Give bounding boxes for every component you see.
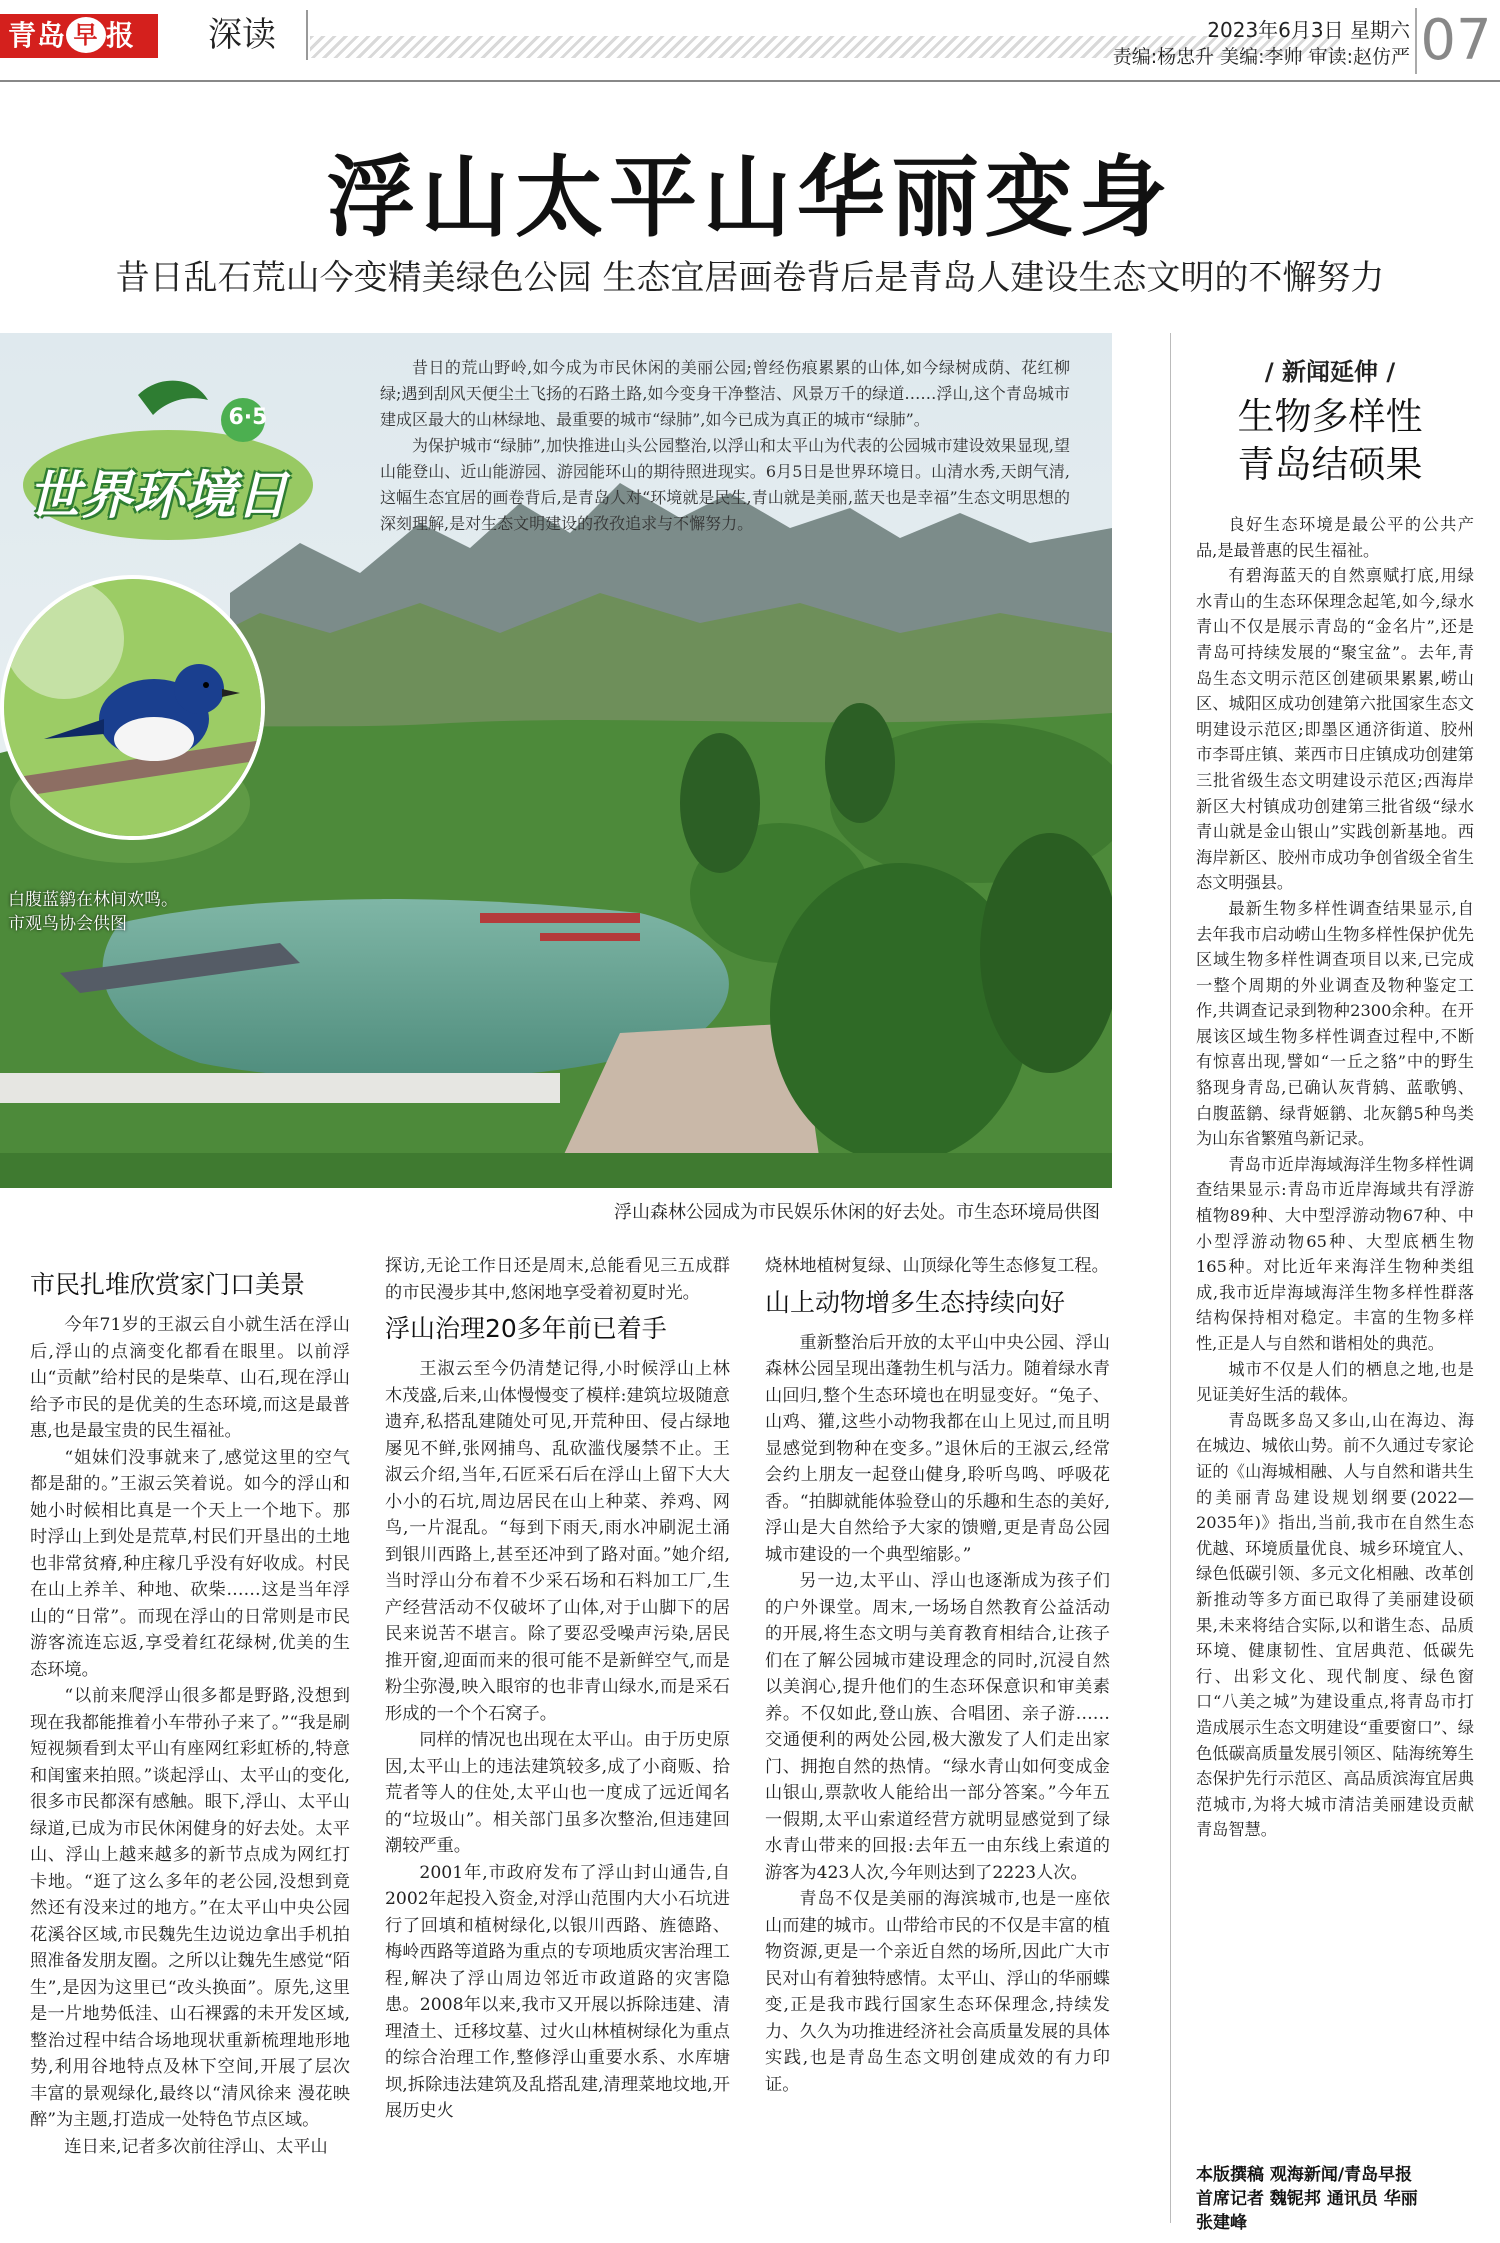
body-paragraph: “以前来爬浮山很多都是野路,没想到现在我都能推着小车带孙子来了。”“我是刷短视频看到太平山有座网红彩虹桥的,特意和闺蜜来拍照。”谈起浮山、太平山的变化,很多市民都深有感触。眼下,浮山、太平山绿道,已成为市民休闲健身的好去处。太平山、浮山上越来越多的新节点成为网红打卡地。“逛了这么多年的老公园,没想到竟然还有没来过的地方。”在太平山中央公园花溪谷区域,市民魏先生边说边拿出手机拍照准备发朋友圈。之所以让魏先生感觉“陌生”,是因为这里已“改头换面”。原先,这里是一片地势低洼、山石裸露的未开发区域,整治过程中结合场地现状重新梳理地形地势,利用谷地特点及林下空间,开展了层次丰富的景观绿化,最终以“清风徐来 漫花映醉”为主题,打造成一处特色节点区域。 [30, 1686, 350, 2130]
sidebar-paragraph: 城市不仅是人们的栖息之地,也是见证美好生活的载体。 [1196, 1359, 1474, 1405]
logo-text: 青岛 [8, 19, 67, 52]
body-paragraph: 连日来,记者多次前往浮山、太平山 [64, 2136, 328, 2157]
body-paragraph: 青岛不仅是美丽的海滨城市,也是一座依山而建的城市。山带给市民的不仅是丰富的植物资源,更是一个亲近自然的场所,因此广大市民对山有着独特感情。太平山、浮山的华丽蝶变,正是我市践行国家生态环保理念,持续发力、久久为功推进经济社会高质量发展的具体实践,也是青岛生态文明创建成效的有力印证。 [765, 1889, 1110, 2095]
body-column-3 [765, 1253, 1110, 2098]
section-heading: 市民扎堆欣赏家门口美景 [30, 1270, 306, 1299]
sidebar-title-line: 生物多样性 [1237, 395, 1423, 438]
sidebar-paragraph: 青岛既多岛又多山,山在海边、海在城边、城依山势。前不久通过专家论证的《山海城相融、人与自然和谐共生的美丽青岛建设规划纲要(2022—2035年)》指出,当前,我市在自然生态优越、环境质量优良、城乡环境宜人、绿色低碳引领、多元文化相融、改革创新推动等多方面已取得了美丽建设硕果,未来将结合实际,以和谐生态、品质环境、健康韧性、宜居典范、低碳先行、出彩文化、现代制度、绿色窗口“八美之城”为建设重点,将青岛市打造成展示生态文明建设“重要窗口”、绿色低碳高质量发展引领区、陆海统筹生态保护先行示范区、高品质滨海宜居典范城市,为将大城市清洁美丽建设贡献青岛智慧。 [1196, 1410, 1474, 1840]
body-column-1 [30, 1262, 350, 2160]
photo-caption: 浮山森林公园成为市民娱乐休闲的好去处。市生态环境局供图 [614, 1202, 1100, 1223]
byline [1196, 2163, 1486, 2235]
sidebar-title-line: 青岛结硕果 [1237, 443, 1423, 486]
bird-caption [8, 888, 248, 936]
world-environment-day-badge [18, 375, 318, 555]
byline-line: 张建峰 [1196, 2213, 1247, 2233]
badge-date: 6·5 [228, 405, 268, 430]
body-paragraph: “姐妹们没事就来了,感觉这里的空气都是甜的。”王淑云笑着说。如今的浮山和她小时候相比真是一个天上一个地下。那时浮山上到处是荒草,村民们开垦出的土地也非常贫瘠,种庄稼几乎没有好收成。村民在山上养羊、种地、砍柴……这是当年浮山的“日常”。而现在浮山的日常则是市民游客流连忘返,享受着红花绿树,优美的生态环境。 [30, 1447, 350, 1680]
sidebar-body [1196, 512, 1474, 1843]
issue-date: 2023年6月3日 星期六 [1207, 18, 1410, 42]
body-paragraph: 王淑云至今仍清楚记得,小时候浮山上林木茂盛,后来,山体慢慢变了模样:建筑垃圾随意遗弃,私搭乱建随处可见,开荒种田、侵占绿地屡见不鲜,张网捕鸟、乱砍滥伐屡禁不止。王淑云介绍,当年,石匠采石后在浮山上留下大大小小的石坑,周边居民在山上种菜、养鸡、网鸟,一片混乱。“每到下雨天,雨水冲刷泥土涌到银川西路上,甚至还冲到了路对面。”她介绍,当时浮山分布着不少采石场和石料加工厂,生产经营活动不仅破坏了山体,对于山脚下的居民来说苦不堪言。除了要忍受噪声污染,居民推开窗,迎面而来的很可能不是新鲜空气,而是粉尘弥漫,映入眼帘的也非青山绿水,而是采石形成的一个个石窝子。 [385, 1359, 730, 1724]
body-paragraph: 另一边,太平山、浮山也逐渐成为孩子们的户外课堂。周末,一场场自然教育公益活动的开展,将生态文明与美育教育相结合,让孩子们在了解公园城市建设理念的同时,沉浸自然以美润心,提升他们的生态环保意识和审美素养。不仅如此,登山族、合唱团、亲子游……交通便利的两处公园,极大激发了人们走出家门、拥抱自然的热情。“绿水青山如何变成金山银山,票款收人能给出一部分答案。”今年五一假期,太平山索道经营方就明显感觉到了绿水青山带来的回报:去年五一由东线上索道的游客为423人次,今年则达到了2223人次。 [765, 1571, 1110, 1883]
sidebar-paragraph: 青岛市近岸海域海洋生物多样性调查结果显示:青岛市近岸海域共有浮游植物89种、大中型浮游动物67种、中小型浮游动物65种、大型底栖生物165种。对比近年来海洋生物种类组成,我市近岸海域海洋生物多样性群落结构保持相对稳定。丰富的生物多样性,正是人与自然和谐相处的典范。 [1196, 1154, 1474, 1353]
subheadline: 昔日乱石荒山今变精美绿色公园 生态宜居画卷背后是青岛人建设生态文明的不懈努力 [115, 258, 1385, 298]
body-paragraph: 今年71岁的王淑云自小就生活在浮山后,浮山的点滴变化都看在眼里。以前浮山“贡献”给村民的是柴草、山石,现在浮山给予市民的是优美的生态环境,而这是最普惠,也是最宝贵的民生福祉。 [30, 1315, 350, 1441]
section-heading: 浮山治理20多年前已着手 [385, 1314, 667, 1343]
section-heading: 山上动物增多生态持续向好 [765, 1287, 1066, 1317]
page-number: 07 [1415, 8, 1495, 74]
sidebar-kicker: / 新闻延伸 / [1264, 358, 1396, 386]
byline-line: 首席记者 魏铌邦 通讯员 华丽 [1196, 2189, 1418, 2209]
body-column-2 [385, 1253, 730, 2125]
sidebar-title [1190, 393, 1470, 489]
bird-caption-text: 白腹蓝鹟在林间欢鸣。 市观鸟协会供图 [8, 890, 178, 934]
column-divider [1170, 333, 1171, 2223]
body-paragraph: 同样的情况也出现在太平山。由于历史原因,太平山上的违法建筑较多,成了小商贩、拾荒者等人的住处,太平山也一度成了远近闻名的“垃圾山”。相关部门虽多次整治,但违建回潮较严重。 [385, 1730, 730, 1856]
blue-flycatcher-illustration [4, 579, 265, 840]
headline: 浮山太平山华丽变身 [326, 146, 1173, 249]
sidebar-paragraph: 最新生物多样性调查结果显示,自去年我市启动崂山生物多样性保护优先区域生物多样性调查项目以来,已完成一整个周期的外业调查及物种鉴定工作,共调查记录到物种2300余种。在开展该区域生物多样性调查过程中,不断有惊喜出现,譬如“一丘之貉”中的野生貉现身青岛,已确认灰背鸫、蓝歌鸲、白腹蓝鹟、绿背姬鹟、北灰鹟5种鸟类为山东省繁殖鸟新记录。 [1196, 898, 1474, 1149]
bird-photo [0, 575, 265, 840]
intro-paragraph: 昔日的荒山野岭,如今成为市民休闲的美丽公园;曾经伤痕累累的山体,如今绿树成荫、花红柳绿;遇到刮风天便尘土飞扬的石路土路,如今变身干净整洁、风景万千的绿道……浮山,这个青岛城市建成区最大的山林绿地、最重要的城市“绿肺”,如今已成为真正的城市“绿肺”。 [380, 358, 1070, 429]
article-intro [380, 355, 1070, 537]
body-paragraph: 探访,无论工作日还是周末,总能看见三五成群的市民漫步其中,悠闲地享受着初夏时光。 [385, 1256, 730, 1303]
body-paragraph: 2001年,市政府发布了浮山封山通告,自2002年起投入资金,对浮山范围内大小石坑进行了回填和植树绿化,以银川西路、旌德路、梅岭西路等道路为重点的专项地质灾害治理工程,解决了浮山周边邻近市政道路的灾害隐患。2008年以来,我市又开展以拆除违建、清理渣土、迁移坟墓、过火山林植树绿化为重点的综合治理工作,整修浮山重要水系、水库塘坝,拆除违法建筑及乱搭乱建,清理菜地坟地,开展历史火 [385, 1862, 730, 2121]
logo-suffix: 报 [106, 19, 136, 52]
badge-text: 世界环境日 [28, 466, 289, 526]
sidebar-paragraph: 有碧海蓝天的自然禀赋打底,用绿水青山的生态环保理念起笔,如今,绿水青山不仅是展示青岛的“金名片”,还是青岛可持续发展的“聚宝盆”。去年,青岛生态文明示范区创建硕果累累,崂山区、城阳区成功创建第六批国家生态文明建设示范区;即墨区通济街道、胶州市李哥庄镇、莱西市日庄镇成功创建第三批省级生态文明建设示范区;西海岸新区大村镇成功创建第三批省级“绿水青山就是金山银山”实践创新基地。西海岸新区、胶州市成功争创省级全省生态文明强县。 [1196, 566, 1474, 893]
editor-credits: 责编:杨忠升 美编:李帅 审读:赵仿严 [1112, 46, 1410, 68]
section-name: 深读 [178, 10, 308, 60]
newspaper-logo [0, 14, 158, 58]
body-paragraph: 重新整治后开放的太平山中央公园、浮山森林公园呈现出蓬勃生机与活力。随着绿水青山回归,整个生态环境也在明显变好。“兔子、山鸡、獾,这些小动物我都在山上见过,而且明显感觉到物种在变多。”退休后的王淑云,经常会约上朋友一起登山健身,聆听鸟鸣、呼吸花香。“拍脚就能体验登山的乐趣和生态的美好,浮山是大自然给予大家的馈赠,更是青岛公园城市建设的一个典型缩影。” [765, 1332, 1110, 1565]
body-paragraph: 烧林地植树复绿、山顶绿化等生态修复工程。 [765, 1256, 1109, 1276]
logo-badge: 早 [66, 17, 106, 53]
byline-line: 本版撰稿 观海新闻/青岛早报 [1196, 2165, 1413, 2185]
intro-paragraph: 为保护城市“绿肺”,加快推进山头公园整治,以浮山和太平山为代表的公园城市建设效果显现,望山能登山、近山能游园、游园能环山的期待照进现实。6月5日是世界环境日。山清水秀,天朗气清,这幅生态宜居的画卷背后,是青岛人对“环境就是民生,青山就是美丽,蓝天也是幸福”生态文明思想的深刻理解,是对生态文明建设的孜孜追求与不懈努力。 [380, 436, 1070, 533]
sidebar-paragraph: 良好生态环境是最公平的公共产品,是最普惠的民生福祉。 [1196, 515, 1474, 560]
